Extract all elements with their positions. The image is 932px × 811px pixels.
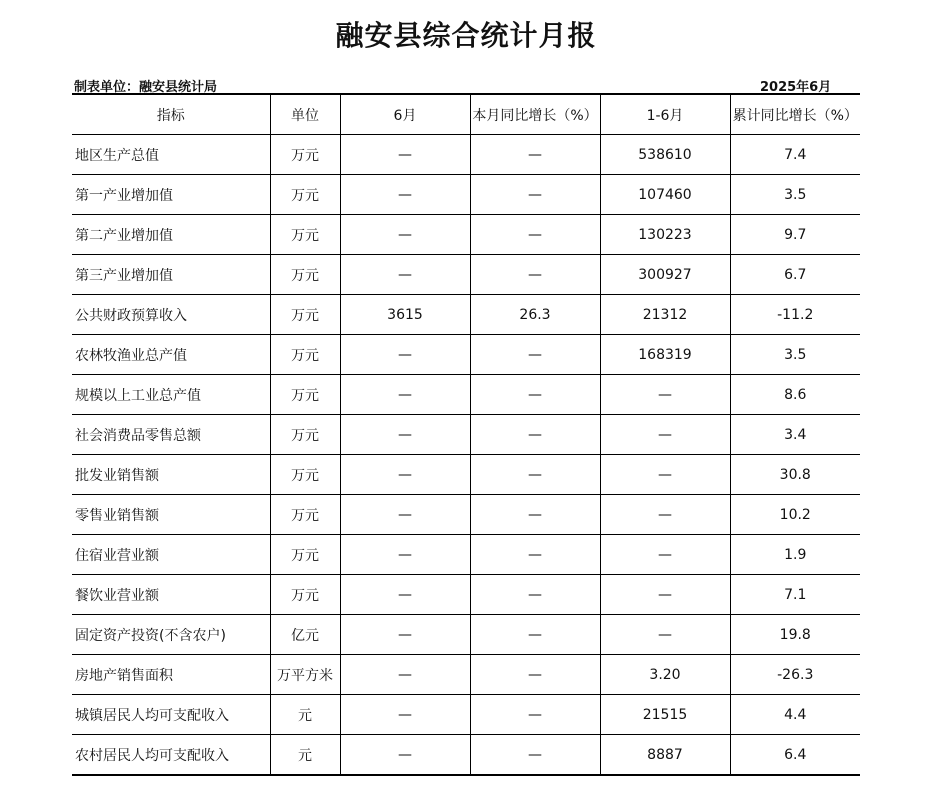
table-row [72,175,860,215]
table-row [72,495,860,535]
header-cumulative-yoy: 累计同比增长（%） [730,94,860,135]
header-cumulative: 1-6月 [600,94,730,135]
cumulative-value-cell: 300927 [600,255,730,295]
month-yoy-cell: — [470,135,600,175]
cumulative-yoy-cell: 7.4 [730,135,860,175]
indicator-cell: 规模以上工业总产值 [72,375,270,415]
indicator-cell: 公共财政预算收入 [72,295,270,335]
cumulative-value-cell: 168319 [600,335,730,375]
month-value-cell: — [340,335,470,375]
table-row [72,415,860,455]
table-row [72,615,860,655]
cumulative-yoy-cell: -26.3 [730,655,860,695]
unit-cell: 万平方米 [270,655,340,695]
cumulative-value-cell: 107460 [600,175,730,215]
month-value-cell: — [340,455,470,495]
unit-cell: 万元 [270,575,340,615]
indicator-cell: 地区生产总值 [72,135,270,175]
month-value-cell: — [340,255,470,295]
cumulative-yoy-cell: 6.4 [730,735,860,776]
month-value-cell: — [340,175,470,215]
indicator-cell: 餐饮业营业额 [72,575,270,615]
month-value-cell: — [340,655,470,695]
table-row [72,255,860,295]
cumulative-yoy-cell: 9.7 [730,215,860,255]
month-value-cell: — [340,215,470,255]
table-header-row [72,94,860,135]
report-title: 融安县综合统计月报 [335,19,597,52]
month-value-cell: — [340,535,470,575]
month-yoy-cell: — [470,215,600,255]
indicator-cell: 农村居民人均可支配收入 [72,735,270,776]
table-row [72,295,860,335]
cumulative-value-cell: 21312 [600,295,730,335]
table-row [72,375,860,415]
month-value-cell: — [340,415,470,455]
cumulative-value-cell: 8887 [600,735,730,776]
unit-cell: 万元 [270,215,340,255]
cumulative-value-cell: 21515 [600,695,730,735]
unit-cell: 万元 [270,455,340,495]
unit-cell: 万元 [270,495,340,535]
cumulative-yoy-cell: 3.4 [730,415,860,455]
cumulative-value-cell: 538610 [600,135,730,175]
unit-cell: 万元 [270,135,340,175]
month-yoy-cell: — [470,455,600,495]
indicator-cell: 农林牧渔业总产值 [72,335,270,375]
month-yoy-cell: — [470,175,600,215]
month-yoy-cell: — [470,735,600,776]
cumulative-value-cell: 3.20 [600,655,730,695]
month-yoy-cell: — [470,335,600,375]
month-value-cell: — [340,375,470,415]
unit-cell: 万元 [270,255,340,295]
table-row [72,575,860,615]
cumulative-value-cell: — [600,575,730,615]
month-value-cell: — [340,695,470,735]
indicator-cell: 固定资产投资(不含农户) [72,615,270,655]
indicator-cell: 批发业销售额 [72,455,270,495]
cumulative-value-cell: — [600,375,730,415]
month-yoy-cell: — [470,575,600,615]
header-indicator: 指标 [72,94,270,135]
header-month: 6月 [340,94,470,135]
cumulative-yoy-cell: 30.8 [730,455,860,495]
table-row [72,695,860,735]
table-row [72,135,860,175]
cumulative-yoy-cell: 3.5 [730,335,860,375]
cumulative-value-cell: — [600,535,730,575]
cumulative-yoy-cell: 6.7 [730,255,860,295]
table-row [72,735,860,776]
month-value-cell: — [340,135,470,175]
statistics-table-container [72,93,860,776]
indicator-cell: 住宿业营业额 [72,535,270,575]
month-value-cell: — [340,615,470,655]
month-yoy-cell: — [470,535,600,575]
unit-cell: 万元 [270,295,340,335]
header-month-yoy: 本月同比增长（%） [470,94,600,135]
unit-cell: 元 [270,735,340,776]
month-value-cell: 3615 [340,295,470,335]
cumulative-yoy-cell: -11.2 [730,295,860,335]
cumulative-value-cell: — [600,415,730,455]
unit-cell: 万元 [270,375,340,415]
unit-cell: 元 [270,695,340,735]
statistics-table [72,93,860,776]
indicator-cell: 房地产销售面积 [72,655,270,695]
table-row [72,655,860,695]
cumulative-yoy-cell: 4.4 [730,695,860,735]
cumulative-yoy-cell: 1.9 [730,535,860,575]
unit-cell: 万元 [270,335,340,375]
month-yoy-cell: — [470,615,600,655]
indicator-cell: 城镇居民人均可支配收入 [72,695,270,735]
indicator-cell: 社会消费品零售总额 [72,415,270,455]
table-row [72,455,860,495]
header-unit: 单位 [270,94,340,135]
compiler-unit: 制表单位：融安县统计局 [74,80,218,95]
unit-cell: 万元 [270,535,340,575]
month-yoy-cell: — [470,495,600,535]
unit-cell: 万元 [270,175,340,215]
cumulative-yoy-cell: 8.6 [730,375,860,415]
cumulative-value-cell: — [600,615,730,655]
cumulative-value-cell: — [600,495,730,535]
indicator-cell: 第二产业增加值 [72,215,270,255]
unit-cell: 亿元 [270,615,340,655]
month-yoy-cell: — [470,375,600,415]
month-yoy-cell: — [470,415,600,455]
month-yoy-cell: — [470,695,600,735]
indicator-cell: 零售业销售额 [72,495,270,535]
table-row [72,215,860,255]
table-row [72,335,860,375]
cumulative-yoy-cell: 19.8 [730,615,860,655]
month-yoy-cell: — [470,255,600,295]
cumulative-yoy-cell: 3.5 [730,175,860,215]
cumulative-yoy-cell: 10.2 [730,495,860,535]
cumulative-yoy-cell: 7.1 [730,575,860,615]
report-period: 2025年6月 [760,80,832,95]
cumulative-value-cell: — [600,455,730,495]
indicator-cell: 第一产业增加值 [72,175,270,215]
cumulative-value-cell: 130223 [600,215,730,255]
month-value-cell: — [340,575,470,615]
table-body [72,135,860,776]
table-row [72,535,860,575]
month-value-cell: — [340,495,470,535]
unit-cell: 万元 [270,415,340,455]
month-yoy-cell: 26.3 [470,295,600,335]
indicator-cell: 第三产业增加值 [72,255,270,295]
month-yoy-cell: — [470,655,600,695]
month-value-cell: — [340,735,470,776]
